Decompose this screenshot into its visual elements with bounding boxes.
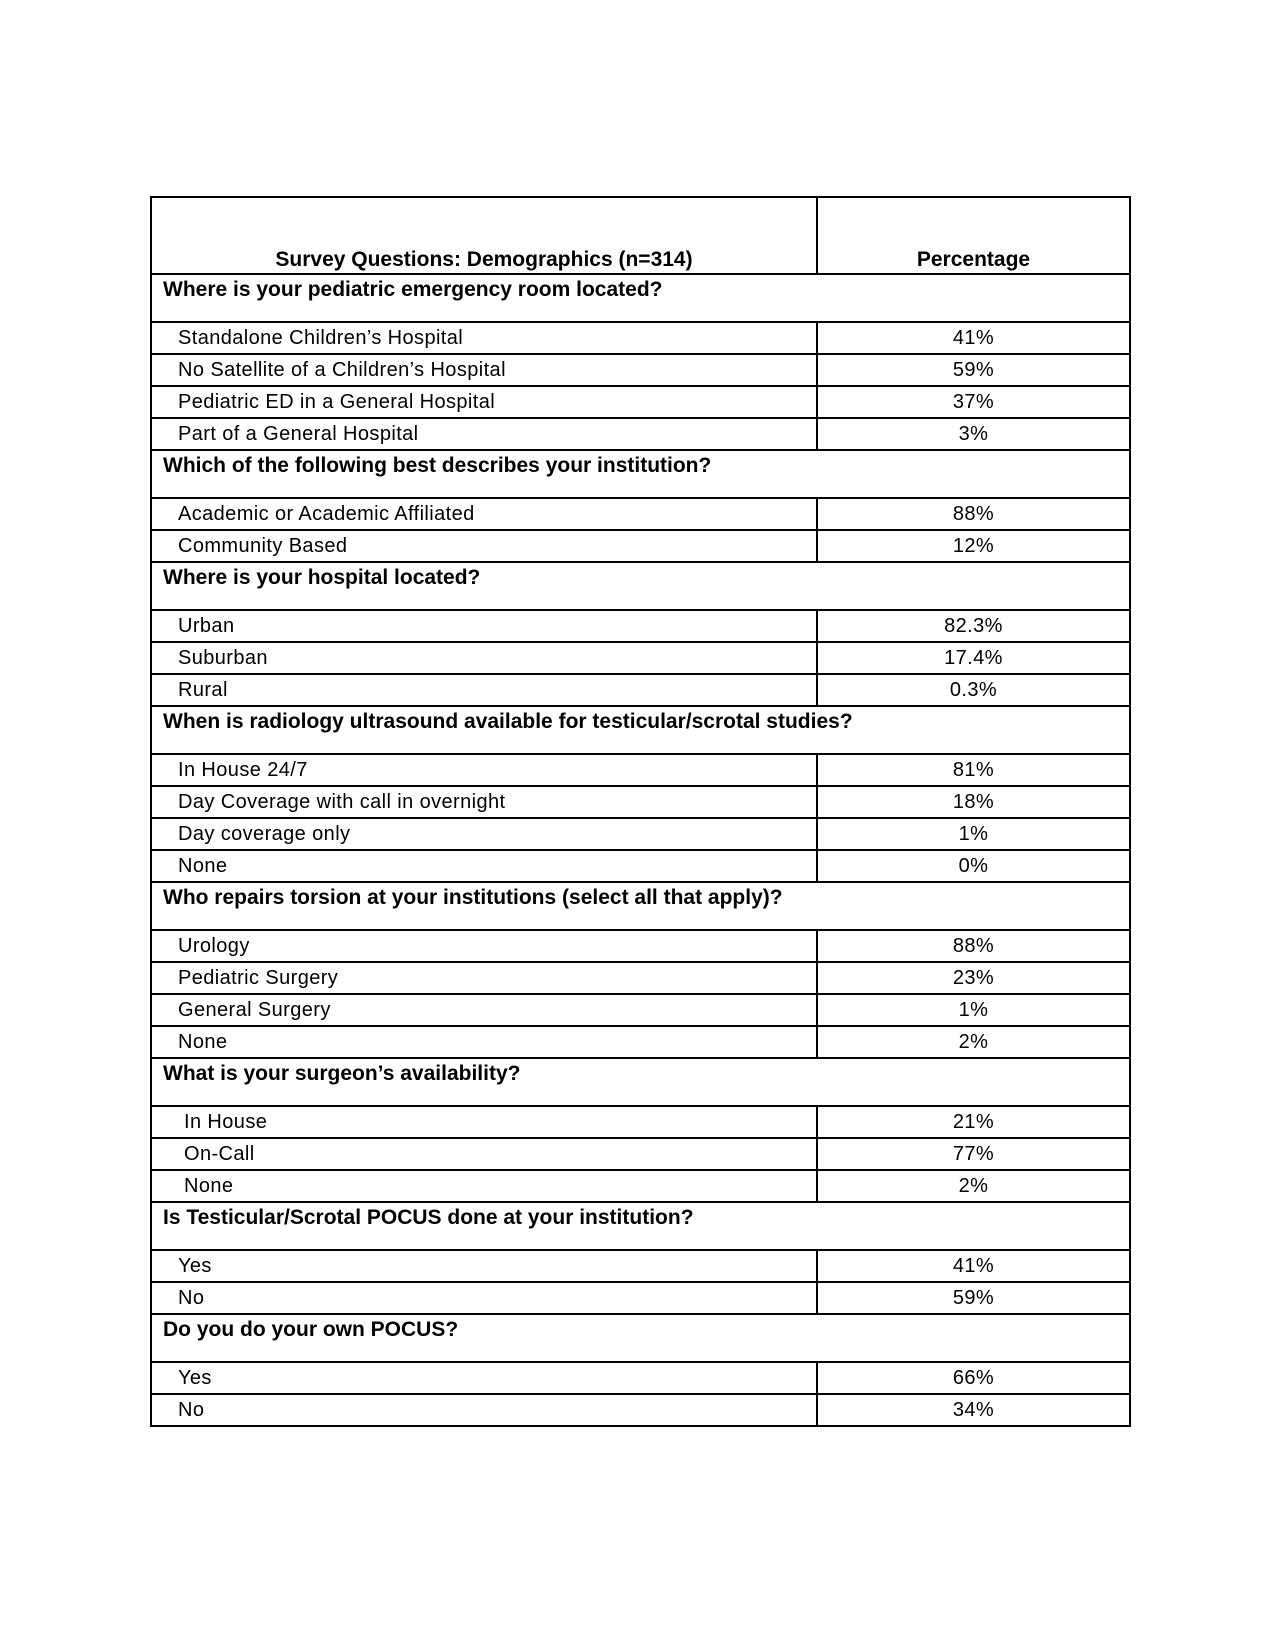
answer-row xyxy=(151,354,1130,386)
answer-label: None xyxy=(151,850,817,882)
answer-row xyxy=(151,994,1130,1026)
answer-percentage: 0% xyxy=(817,850,1130,882)
answer-label: In House 24/7 xyxy=(151,754,817,786)
answer-label: Pediatric Surgery xyxy=(151,962,817,994)
answer-label: General Surgery xyxy=(151,994,817,1026)
answer-row xyxy=(151,674,1130,706)
question-text: Do you do your own POCUS? xyxy=(151,1314,1130,1362)
answer-row xyxy=(151,930,1130,962)
answer-label: Yes xyxy=(151,1362,817,1394)
answer-row xyxy=(151,386,1130,418)
answer-row xyxy=(151,610,1130,642)
answer-row xyxy=(151,1026,1130,1058)
answer-label: Pediatric ED in a General Hospital xyxy=(151,386,817,418)
answer-percentage: 81% xyxy=(817,754,1130,786)
answer-label: Day Coverage with call in overnight xyxy=(151,786,817,818)
answer-label: Yes xyxy=(151,1250,817,1282)
answer-percentage: 21% xyxy=(817,1106,1130,1138)
answer-label: Community Based xyxy=(151,530,817,562)
question-row xyxy=(151,1202,1130,1250)
question-row xyxy=(151,1314,1130,1362)
answer-percentage: 2% xyxy=(817,1170,1130,1202)
answer-label: Academic or Academic Affiliated xyxy=(151,498,817,530)
question-row xyxy=(151,562,1130,610)
question-row xyxy=(151,1058,1130,1106)
question-column-header: Survey Questions: Demographics (n=314) xyxy=(151,197,817,274)
answer-label: Rural xyxy=(151,674,817,706)
answer-percentage: 18% xyxy=(817,786,1130,818)
answer-percentage: 2% xyxy=(817,1026,1130,1058)
answer-row xyxy=(151,962,1130,994)
question-text: What is your surgeon’s availability? xyxy=(151,1058,1130,1106)
answer-row xyxy=(151,322,1130,354)
percentage-column-header: Percentage xyxy=(817,197,1130,274)
question-row xyxy=(151,274,1130,322)
answer-label: None xyxy=(151,1026,817,1058)
answer-label: Suburban xyxy=(151,642,817,674)
answer-row xyxy=(151,530,1130,562)
answer-row xyxy=(151,754,1130,786)
answer-percentage: 41% xyxy=(817,1250,1130,1282)
question-text: Is Testicular/Scrotal POCUS done at your institution? xyxy=(151,1202,1130,1250)
answer-percentage: 34% xyxy=(817,1394,1130,1426)
answer-label: In House xyxy=(151,1106,817,1138)
answer-row xyxy=(151,818,1130,850)
answer-percentage: 23% xyxy=(817,962,1130,994)
question-text: Who repairs torsion at your institutions (select all that apply)? xyxy=(151,882,1130,930)
answer-percentage: 3% xyxy=(817,418,1130,450)
question-row xyxy=(151,882,1130,930)
answer-percentage: 88% xyxy=(817,498,1130,530)
answer-label: Urban xyxy=(151,610,817,642)
answer-row xyxy=(151,642,1130,674)
answer-percentage: 82.3% xyxy=(817,610,1130,642)
question-text: Where is your pediatric emergency room located? xyxy=(151,274,1130,322)
question-row xyxy=(151,706,1130,754)
answer-label: No xyxy=(151,1394,817,1426)
table-header-row xyxy=(151,197,1130,274)
answer-label: On-Call xyxy=(151,1138,817,1170)
answer-percentage: 59% xyxy=(817,1282,1130,1314)
answer-percentage: 0.3% xyxy=(817,674,1130,706)
answer-row xyxy=(151,786,1130,818)
answer-row xyxy=(151,1362,1130,1394)
answer-row xyxy=(151,1250,1130,1282)
answer-label: None xyxy=(151,1170,817,1202)
answer-percentage: 1% xyxy=(817,818,1130,850)
answer-row xyxy=(151,1106,1130,1138)
answer-label: Part of a General Hospital xyxy=(151,418,817,450)
answer-label: Standalone Children’s Hospital xyxy=(151,322,817,354)
answer-percentage: 1% xyxy=(817,994,1130,1026)
question-text: Which of the following best describes your institution? xyxy=(151,450,1130,498)
answer-row xyxy=(151,418,1130,450)
answer-label: No Satellite of a Children’s Hospital xyxy=(151,354,817,386)
answer-percentage: 41% xyxy=(817,322,1130,354)
answer-row xyxy=(151,1394,1130,1426)
answer-percentage: 12% xyxy=(817,530,1130,562)
answer-label: Urology xyxy=(151,930,817,962)
answer-label: Day coverage only xyxy=(151,818,817,850)
answer-row xyxy=(151,1138,1130,1170)
answer-row xyxy=(151,1282,1130,1314)
answer-row xyxy=(151,850,1130,882)
answer-label: No xyxy=(151,1282,817,1314)
answer-percentage: 37% xyxy=(817,386,1130,418)
question-text: When is radiology ultrasound available for testicular/scrotal studies? xyxy=(151,706,1130,754)
question-text: Where is your hospital located? xyxy=(151,562,1130,610)
answer-percentage: 88% xyxy=(817,930,1130,962)
question-row xyxy=(151,450,1130,498)
survey-demographics-table xyxy=(150,196,1131,1427)
answer-row xyxy=(151,498,1130,530)
answer-percentage: 17.4% xyxy=(817,642,1130,674)
answer-row xyxy=(151,1170,1130,1202)
answer-percentage: 59% xyxy=(817,354,1130,386)
answer-percentage: 77% xyxy=(817,1138,1130,1170)
table-body xyxy=(151,274,1130,1426)
answer-percentage: 66% xyxy=(817,1362,1130,1394)
